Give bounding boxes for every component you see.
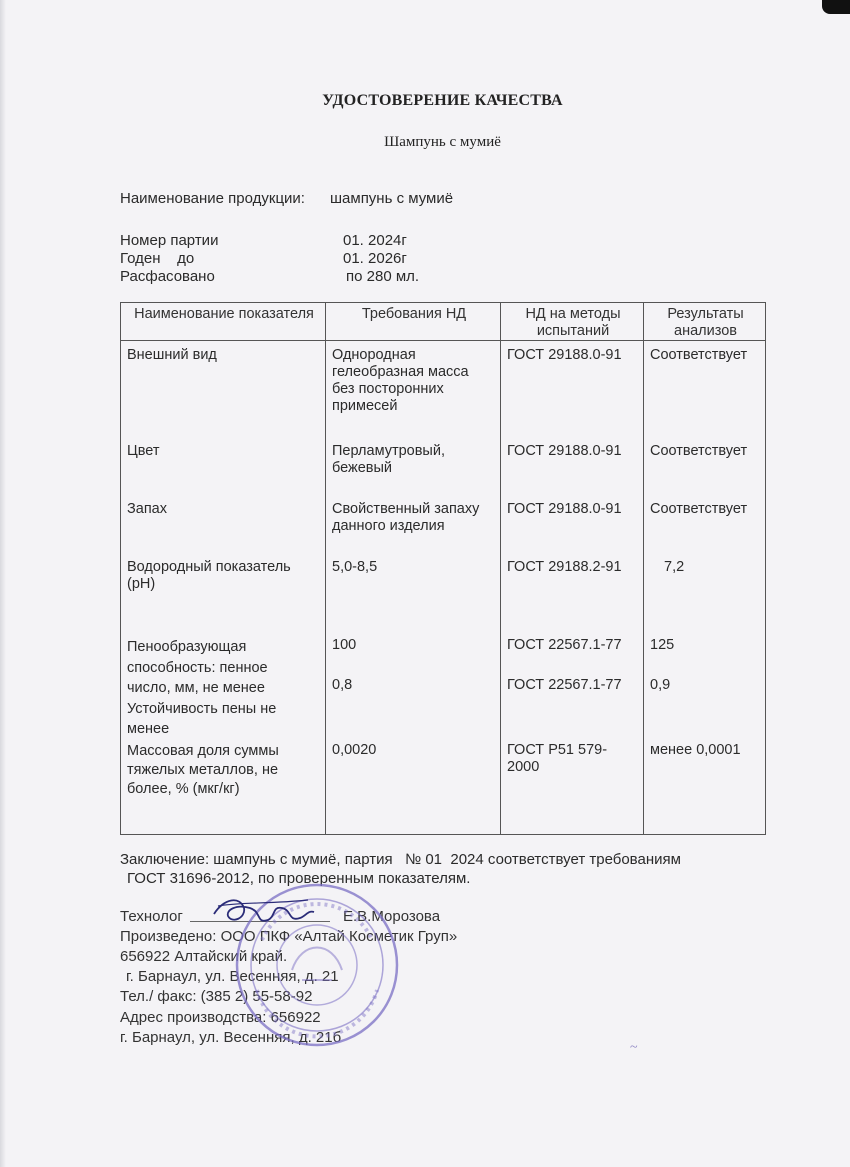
page-edge	[0, 0, 6, 1167]
req-foam-stability: 0,8	[332, 677, 353, 693]
req-heavy-metals: 0,0020	[332, 742, 377, 758]
document-title: УДОСТОВЕРЕНИЕ КАЧЕСТВА	[322, 92, 563, 109]
indicator-ph: Водородный показатель (pH)	[127, 559, 291, 592]
indicator-appearance: Внешний вид	[127, 347, 217, 363]
header-requirements: Требования НД	[326, 303, 501, 341]
req-foam-number: 100	[332, 637, 357, 653]
indicator-color: Цвет	[127, 443, 160, 459]
method-ph: ГОСТ 29188.2-91	[507, 559, 622, 575]
results-column	[644, 341, 766, 835]
req-odor: Свойственный запаху данного изделия	[332, 501, 480, 534]
product-name-label: Наименование продукции:	[120, 190, 305, 207]
methods-column	[501, 341, 644, 835]
pack-value: по 280 мл.	[346, 268, 420, 285]
producer: Произведено: ООО ПКФ «Алтай Косметик Груп»	[120, 928, 458, 945]
pack-label: Расфасовано	[120, 268, 215, 285]
ink-mark: ~	[630, 1040, 638, 1055]
batch-value: 01. 2024г	[343, 232, 407, 249]
method-heavy-metals: ГОСТ Р51 579-2000	[507, 742, 608, 775]
result-ph: 7,2	[664, 559, 685, 575]
technologist-name: Е.В.Морозова	[343, 908, 441, 925]
result-foam-number: 125	[650, 637, 675, 653]
method-color: ГОСТ 29188.0-91	[507, 443, 622, 459]
result-color: Соответствует	[650, 443, 748, 459]
indicator-odor: Запах	[127, 501, 167, 517]
indicator-foaming: Пенообразующая способность: пенное число, мм, не менее Устойчивость пены не менее	[127, 639, 277, 737]
legal-address: г. Барнаул, ул. Весенняя, д. 21	[126, 968, 339, 985]
phone-fax: Тел./ факс: (385 2) 55-58-92	[120, 988, 313, 1005]
conclusion-line-1: Заключение: шампунь с мумиё, партия № 01 2024 соответствует требованиям	[120, 851, 681, 868]
requirements-column	[326, 341, 501, 835]
indicator-heavy-metals: Массовая доля суммы тяжелых металлов, не более, % (мкг/кг)	[127, 743, 279, 797]
result-heavy-metals: менее 0,0001	[650, 742, 741, 758]
technologist-label: Технолог	[120, 908, 183, 925]
result-appearance: Соответствует	[650, 347, 748, 363]
document-subtitle: Шампунь с мумиё	[384, 134, 501, 150]
quality-table	[120, 302, 766, 835]
req-appearance: Однородная гелеобразная масса без посторонних примесей	[332, 347, 469, 414]
table-header-row	[121, 303, 766, 341]
production-address: г. Барнаул, ул. Весенняя, д. 21б	[120, 1029, 342, 1046]
scan-corner	[822, 0, 850, 14]
product-name-value: шампунь с мумиё	[330, 190, 454, 207]
expiry-value: 01. 2026г	[343, 250, 407, 267]
method-foam-stability: ГОСТ 22567.1-77	[507, 677, 622, 693]
result-odor: Соответствует	[650, 501, 748, 517]
req-ph: 5,0-8,5	[332, 559, 378, 575]
production-address-label: Адрес производства: 656922	[120, 1009, 321, 1026]
method-odor: ГОСТ 29188.0-91	[507, 501, 622, 517]
method-foam-number: ГОСТ 22567.1-77	[507, 637, 622, 653]
header-results: Результаты анализов	[644, 303, 766, 341]
postal-region: 656922 Алтайский край.	[120, 948, 288, 965]
header-test-methods: НД на методы испытаний	[501, 303, 644, 341]
method-appearance: ГОСТ 29188.0-91	[507, 347, 622, 363]
table-body-row	[121, 341, 766, 835]
result-foam-stability: 0,9	[650, 677, 671, 693]
batch-label: Номер партии	[120, 232, 219, 249]
req-color: Перламутровый, бежевый	[332, 443, 445, 476]
technologist-signature	[210, 894, 320, 934]
indicator-column	[121, 341, 326, 835]
expiry-label: Годен до	[120, 250, 195, 267]
header-indicator: Наименование показателя	[121, 303, 326, 341]
conclusion-line-2: ГОСТ 31696-2012, по проверенным показателям.	[127, 870, 471, 887]
